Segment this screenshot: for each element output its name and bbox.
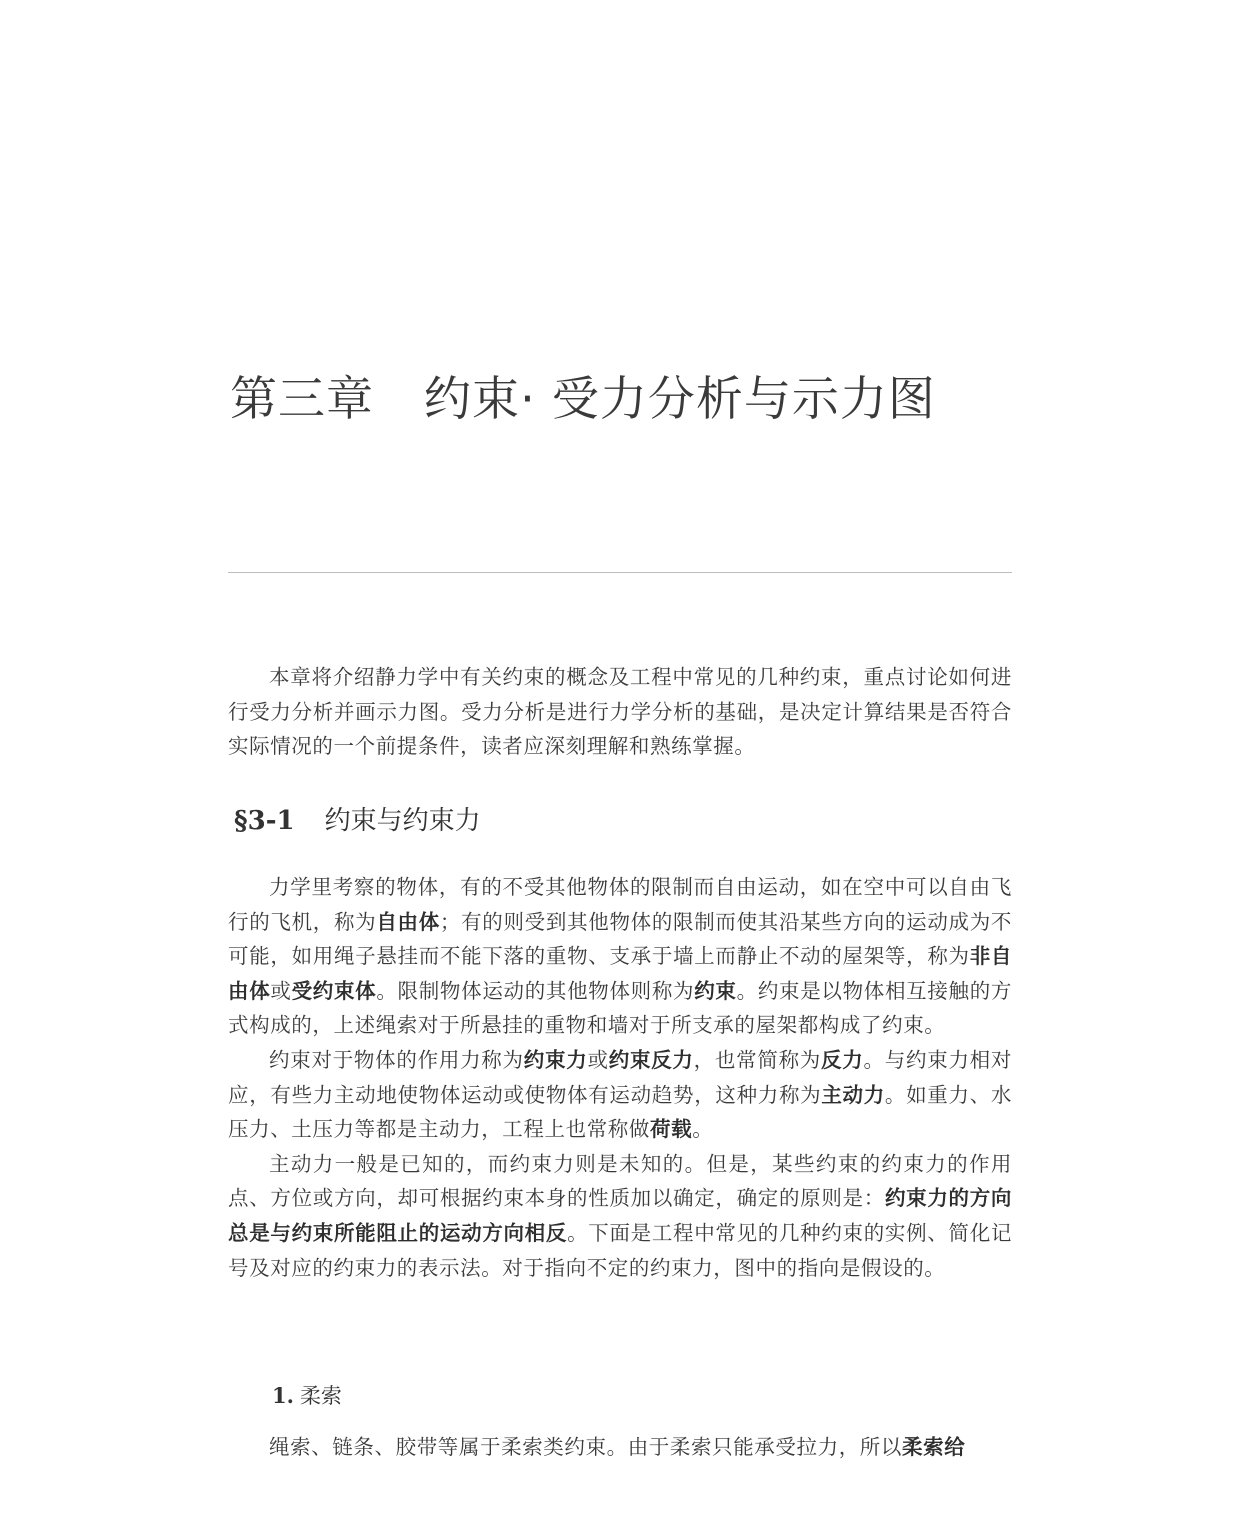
text-run: 。 <box>692 1117 714 1142</box>
term-constrained-body: 受约束体 <box>291 978 377 1003</box>
chapter-label: 第三章 <box>230 372 374 427</box>
section-number: §3-1 <box>234 806 295 836</box>
text-run: 。下面是工程中常见的几种约束的实例、简化记号及对应的约束力的表示法。对于指向不定的约束力，图中的指向是假设的。 <box>228 1220 1012 1280</box>
subsection-title: 柔索 <box>299 1384 342 1408</box>
text-run: 或 <box>270 978 292 1003</box>
section-heading <box>234 800 481 837</box>
term-active-force: 主动力 <box>821 1082 885 1107</box>
text-run: ；有的则受到其他物体的限制而使其沿某些方向的运动成为不可能，如用绳子悬挂而不能下落的重物、支承于墙上而静止不动的屋架等，称为 <box>228 909 1012 969</box>
text-run: 或 <box>587 1047 609 1072</box>
page <box>228 0 1012 1526</box>
chapter-name: 约束· 受力分析与示力图 <box>424 372 936 427</box>
subsection-number: 1. <box>272 1383 294 1408</box>
term-constraint-reaction: 约束反力 <box>608 1047 694 1072</box>
term-direction-principle: 约束力的方向总是与约束所能阻止的运动方向相反 <box>228 1186 1012 1245</box>
text-run: 主动力一般是已知的，而约束力则是未知的。但是，某些约束的约束力的作用点、方位或方向，却可根据约束本身的性质加以确定，确定的原则是： <box>228 1151 1012 1211</box>
section-body <box>228 870 1012 1285</box>
text-run: 绳索、链条、胶带等属于柔索类约束。由于柔索只能承受拉力，所以 <box>269 1435 902 1459</box>
subsection-body <box>228 1430 1012 1465</box>
term-reaction: 反力 <box>821 1047 864 1072</box>
paragraph-constraint-definition <box>228 870 1012 1043</box>
text-run: 。如重力、水压力、土压力等都是主动力，工程上也常称做 <box>228 1082 1012 1142</box>
paragraph-constraint-force <box>228 1043 1012 1147</box>
section-title: 约束与约束力 <box>324 806 481 836</box>
text-run: 力学里考察的物体，有的不受其他物体的限制而自由运动，如在空中可以自由飞行的飞机，称为 <box>228 875 1012 934</box>
text-run: 。约束是以物体相互接触的方式构成的，上述绳索对于所悬挂的重物和墙对于所支承的屋架都构成了约束。 <box>228 978 1013 1038</box>
term-constraint: 约束 <box>694 978 737 1003</box>
term-load: 荷载 <box>650 1117 693 1142</box>
chapter-divider <box>228 572 1012 573</box>
text-run: ，也常简称为 <box>693 1047 822 1072</box>
term-non-free-body: 非自由体 <box>228 944 1012 1003</box>
paragraph-flexible-cable <box>228 1430 1012 1465</box>
intro-paragraph: 本章将介绍静力学中有关约束的概念及工程中常见的几种约束，重点讨论如何进行受力分析并画示力图。受力分析是进行力学分析的基础，是决定计算结果是否符合实际情况的一个前提条件，读者应深刻理解和熟练掌握。 <box>228 665 1012 759</box>
chapter-intro <box>228 660 1012 764</box>
term-free-body: 自由体 <box>376 909 440 934</box>
text-run: 。限制物体运动的其他物体则称为 <box>376 978 695 1003</box>
term-constraint-force: 约束力 <box>523 1047 588 1072</box>
text-run: 约束对于物体的作用力称为 <box>269 1047 524 1072</box>
text-run: 。与约束力相对应，有些力主动地使物体运动或使物体有运动趋势，这种力称为 <box>228 1047 1013 1107</box>
paragraph-direction-principle <box>228 1147 1012 1285</box>
subsection-heading <box>272 1380 342 1410</box>
term-cable-gives: 柔索给 <box>902 1435 966 1459</box>
chapter-title <box>230 362 936 429</box>
